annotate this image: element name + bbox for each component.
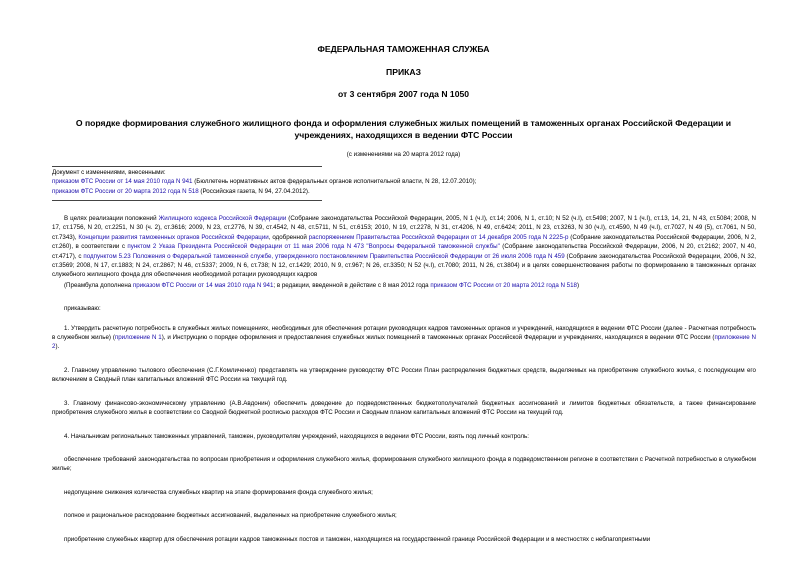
preamble-text: (Собрание законодательства Российской Федерации, 2006, N 32, ст.3569; 2008, N 17, ст.1883; N 24, ст.2867; N 46, ст.5337; 2009, N 6, ст.738; N 12, ст.1429; 2010, N 9, ст.967; N 26, ст.3350; N 52 (ч.I), ст.7080; 2011, N 26, ст.3804) и в целях совершенствования работы по формированию в таможенных органах служебного жилищного фонда для обеспечения необходимой ротации руководящих кадров xyxy=(52,252,756,279)
appendix-1-link[interactable]: приложение N 1 xyxy=(114,334,162,342)
order-item-4d: приобретение служебных квартир для обеспечения ротации кадров таможенных постов и таможен, находящихся на государственной границе Российской Федерации и в местностях с неблагоприятными xyxy=(64,535,651,543)
order-item-1-text: ), и Инструкцию о порядке оформления и предоставления служебных жилых помещений в таможенных органах Российской Федерации и учреждениях, находящихся в ведении ФТС России ( xyxy=(161,334,715,342)
preamble-note xyxy=(52,281,756,290)
decree-link[interactable]: пунктом 2 Указа Президента Российской Федерации от 11 мая 2006 года N 473 "Вопросы Федеральной таможенной службы" xyxy=(127,243,500,251)
divider-top xyxy=(52,166,322,167)
document-date-number: от 3 сентября 2007 года N 1050 xyxy=(337,89,470,99)
changes-intro: Документ с изменениями, внесенными: xyxy=(52,169,166,176)
preamble-text: , одобренной xyxy=(268,233,309,241)
agency-name: ФЕДЕРАЛЬНАЯ ТАМОЖЕННАЯ СЛУЖБА xyxy=(317,44,490,54)
preamble-text: (Собрание законодательства Российской Федерации, 2006, N 2, ст.260), в соответствии с xyxy=(52,233,756,251)
order-item-2: 2. Главному управлению тылового обеспечения (С.Г.Комличенко) представлять на утверждение руководству ФТС России План распределения бюджетных средств, выделяемых на приобретение служебного жилья, с последующим его включением в Сводный план капитальных вложений ФТС России на текущий год. xyxy=(52,366,756,384)
change-item-2 xyxy=(52,187,572,196)
preamble-text: В целях реализации положений xyxy=(64,215,159,222)
order-item-3: 3. Главному финансово-экономическому управлению (А.В.Авдонин) обеспечить доведение до подведомственных бюджетополучателей бюджетных ассигнований и лимитов бюджетных обязательств, а также финансирование приобретения служебного жилья в соответствии со Сводной бюджетной росписью расходов ФТС России и Сводным планом капитальных вложений ФТС России на текущий год. xyxy=(52,399,756,417)
preamble xyxy=(52,214,756,280)
order-item-4a: обеспечение требований законодательства по вопросам приобретения и оформления служебного жилья, формирования служебного жилищного фонда в подведомственном регионе в соответствии с Расчетной потребностью в служебном жилье; xyxy=(52,455,756,473)
preamble-note-link-2[interactable]: приказом ФТС России от 20 марта 2012 года N 518 xyxy=(430,281,577,289)
change-link-1[interactable]: приказом ФТС России от 14 мая 2010 года N 941 xyxy=(52,178,193,186)
change-item-1 xyxy=(52,177,572,186)
government-order-link[interactable]: распоряжением Правительства Российской Федерации от 14 декабря 2005 года N 2225-р xyxy=(308,233,569,241)
change-item-1-text: (Бюллетень нормативных актов федеральных органов исполнительной власти, N 28, 12.07.2010); xyxy=(192,178,477,186)
regulation-link[interactable]: подпунктом 5.23 Положения о Федеральной таможенной службе, утвержденного постановлением Правительства Российской Федерации от 26 июля 2006 года N 459 xyxy=(83,252,565,260)
order-item-1 xyxy=(52,324,756,352)
order-item-4b: недопущение снижения количества служебных квартир на этапе формирования фонда служебного жилья; xyxy=(64,488,373,496)
edition-note: (с изменениями на 20 марта 2012 года) xyxy=(346,151,461,158)
document-type: ПРИКАЗ xyxy=(386,67,421,77)
change-link-2[interactable]: приказом ФТС России от 20 марта 2012 года N 518 xyxy=(52,187,199,195)
preamble-text: (Собрание законодательства Российской Федерации, 2005, N 1 (ч.I), ст.14; 2006, N 1, ст.10; N 52 (ч.I), ст.5498; 2007, N 1 (ч.I), ст.13, 14, 21, N 43, ст.5084; 2008, N 17, ст.1756, N 20, ст.2251, N 30 (ч. 2), ст.3616; 2009, N 23, ст.2776, N 39, ст.4542, N 48, ст.5711, N 51, ст.6153; 2010, N 19, ст.2278, N 31, ст.4206, N 49, ст.6424; 2011, N 23, ст.3263, N 30 (ч.I), ст.4590, N 49 (ч.I), ст.7027, N 49 (5), ст.7061, N 50, ст.7343), xyxy=(52,215,756,241)
housing-code-link[interactable]: Жилищного кодекса Российской Федерации xyxy=(158,215,287,222)
order-item-4c: полное и рациональное расходование бюджетных ассигнований, выделенных на приобретение служебного жилья; xyxy=(64,512,397,520)
appendix-2-link[interactable]: приложение N 2 xyxy=(52,334,756,351)
order-word: приказываю: xyxy=(64,305,101,313)
document-title: О порядке формирования служебного жилищного фонда и оформления служебных жилых помещений в таможенных органах Российской Федерации и учреждениях, находящихся в ведении ФТС России xyxy=(75,118,732,140)
concept-link[interactable]: Концепции развития таможенных органов Российской Федерации xyxy=(78,233,269,241)
preamble-note-text: ) xyxy=(577,281,580,289)
divider-bottom xyxy=(52,200,322,201)
order-item-1-text: ). xyxy=(55,343,60,351)
change-item-2-text: (Российская газета, N 94, 27.04.2012). xyxy=(198,187,310,195)
preamble-note-text: (Преамбула дополнена xyxy=(64,281,133,289)
preamble-note-text: ; в редакции, введенной в действие с 8 мая 2012 года xyxy=(273,281,431,289)
preamble-text: (Собрание законодательства Российской Федерации, 2006, N 20, ст.2162; 2007, N 40, ст.4717), с xyxy=(52,243,756,260)
order-item-4: 4. Начальникам региональных таможенных управлений, таможен, руководителям учреждений, находящихся в ведении ФТС России, взять под личный контроль: xyxy=(64,432,529,440)
preamble-note-link-1[interactable]: приказом ФТС России от 14 мая 2010 года N 941 xyxy=(132,281,274,289)
document-body xyxy=(52,214,756,544)
changes-block xyxy=(52,168,572,196)
order-item-1-text: 1. Утвердить расчетную потребность в служебных жилых помещениях, необходимых для обеспечения ротации руководящих кадров таможенных органов и учреждений, находящихся в ведении ФТС России (далее - Расчетная потребность в служебном жилье) ( xyxy=(52,324,756,342)
